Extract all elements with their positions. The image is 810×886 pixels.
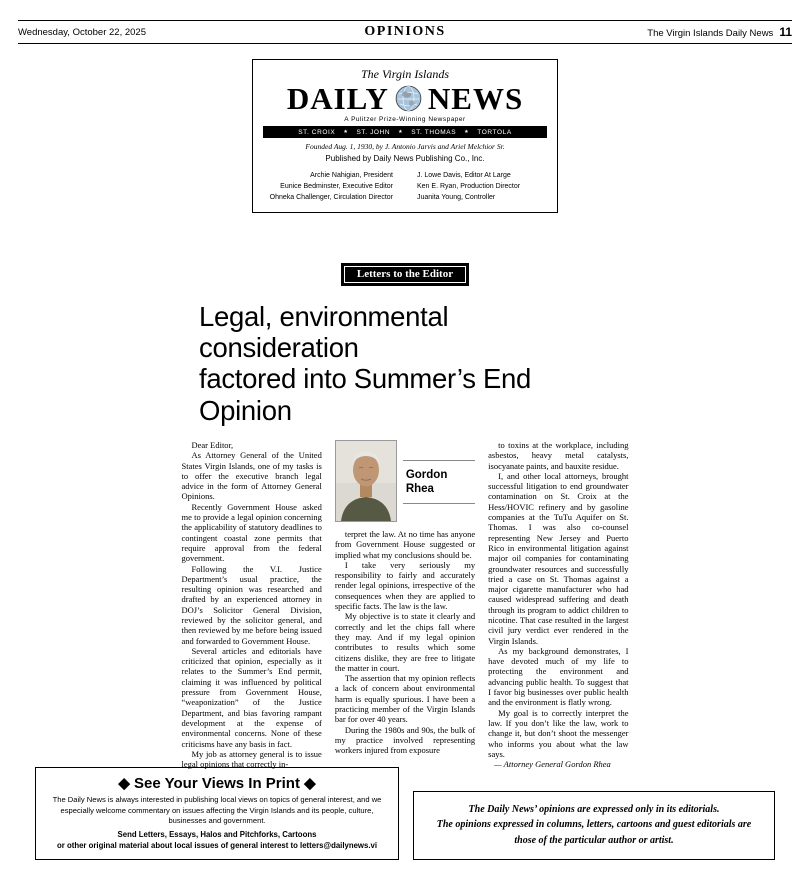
article-paragraph: As my background demonstrates, I have devoted much of my life to protecting the environment and advancing public health. To suggest that I favor big businesses over public health and the environment is flatly wrong. xyxy=(488,645,629,708)
staff-item: Juanita Young, Controller xyxy=(417,194,496,202)
masthead-title-daily: DAILY xyxy=(286,81,389,116)
letters-badge xyxy=(341,263,469,286)
views-bold-block xyxy=(44,830,390,852)
article-paragraph: My job as attorney general is to issue legal opinions that correctly in- xyxy=(181,748,322,770)
globe-icon xyxy=(395,85,422,112)
published-line: Published by Daily News Publishing Co., Inc. xyxy=(325,154,485,163)
paper-name: The Virgin Islands Daily News xyxy=(647,28,774,39)
page-number: 11 xyxy=(779,25,792,39)
masthead-title-news: NEWS xyxy=(427,81,524,116)
page-header xyxy=(18,20,792,44)
article-paragraph: During the 1980s and 90s, the bulk of my practice involved representing workers injured from exposure xyxy=(334,724,476,756)
paper-name-and-page xyxy=(647,25,792,39)
staff-item: Ohneka Challenger, Circulation Director xyxy=(269,194,393,202)
article-paragraph: Several articles and editorials have criticized that opinion, especially as it relates to the Summer’s End permit, claiming it was influenced by political pressure from Government House, “weaponization” of the Justice Department, and bias favoring rampant development at the expense of environmental concerns. None of these criticisms have any basis in fact. xyxy=(181,645,322,749)
staff-item: Archie Nahigian, President xyxy=(310,172,393,179)
disclaimer-box xyxy=(413,791,775,861)
article-column-3 xyxy=(488,440,628,770)
staff-column-right xyxy=(405,170,547,204)
page-date: Wednesday, October 22, 2025 xyxy=(18,26,146,38)
island-name: ★ ST. THOMAS xyxy=(390,129,456,136)
article-paragraph: terpret the law. At no time has anyone from Government House suggested or implied what my conclusions should be. xyxy=(334,528,476,560)
staff-item: Eunice Bedminster, Executive Editor xyxy=(280,183,393,191)
islands-bar xyxy=(263,126,547,138)
article-paragraph: As Attorney General of the United States Virgin Islands, one of my tasks is to offer the executive branch legal advice in the form of Attorney General Opinions. xyxy=(181,450,322,502)
article-paragraph: to toxins at the workplace, including asbestos, heavy metal catalysts, isocyanate paints, and bauxite residue. xyxy=(488,439,629,471)
views-bold-line: or other original material about local issues of general interest to letters@dailynews.vi xyxy=(57,841,377,851)
article-body xyxy=(182,440,629,770)
article-headline xyxy=(199,301,611,426)
disclaimer-line: The Daily News’ opinions are expressed only in its editorials. xyxy=(468,803,720,815)
mugshot-photo xyxy=(335,440,397,522)
island-name: ★ TORTOLA xyxy=(456,129,512,136)
headline-line: Legal, environmental consideration xyxy=(199,300,449,363)
article-paragraph: Recently Government House asked me to provide a legal opinion concerning the applicability of statutory deadlines to contingent coastal zone permits that require approval from the federal government. xyxy=(181,501,322,564)
article-column-1 xyxy=(182,440,322,770)
founded-line: Founded Aug. 1, 1930, by J. Antonio Jarvis and Ariel Melchior Sr. xyxy=(305,142,505,151)
mugshot-caption: Gordon Rhea xyxy=(403,460,475,505)
views-bold-line: Send Letters, Essays, Halos and Pitchforks, Cartoons xyxy=(117,830,317,840)
staff-item: J. Lowe Davis, Editor At Large xyxy=(417,172,511,179)
staff-list xyxy=(263,170,547,204)
article-paragraph: My objective is to state it clearly and correctly and let the chips fall where they may. And if my legal opinion contributes to results which some citizens dislike, they are free to litigate the matter in court. xyxy=(334,611,476,673)
staff-column-left xyxy=(263,170,405,204)
letters-badge-wrap xyxy=(0,263,810,286)
letters-badge-label: Letters to the Editor xyxy=(344,266,466,283)
article-paragraph: I take very seriously my responsibility to fairly and accurately render legal opinions, irrespective of the consequences when they are applied to specific facts. The law is the law. xyxy=(334,559,476,612)
views-body: The Daily News is always interested in publishing local views on topics of general interest, and we especially welcome commentary on issues affecting the Virgin Islands and its people, culture, businesses and government. xyxy=(52,795,382,825)
article-signature: — Attorney General Gordon Rhea xyxy=(494,759,611,770)
masthead-pretitle: The Virgin Islands xyxy=(360,67,449,81)
island-name: ST. CROIX xyxy=(298,128,336,136)
staff-item: Ken E. Ryan, Production Director xyxy=(417,183,521,191)
island-name: ★ ST. JOHN xyxy=(335,129,390,136)
views-box xyxy=(35,767,399,860)
article-paragraph: I, and other local attorneys, brought successful litigation to end groundwater contamination on St. Croix at the Hess/HOVIC refinery and by gasoline companies at the TuTu Aquifer on St. Thomas. I was also co-counsel representing New Jersey and Puerto Rico in environmental litigation against major oil companies for contaminating groundwater resources and successfully tried a case on St. Thomas against a major cigarette manufacturer who had caused widespread suffering and death through its program to addict children to nicotine. That case resulted in the largest civil jury verdict ever rendered in the Virgin Islands. xyxy=(488,470,629,646)
masthead-tagline: A Pulitzer Prize-Winning Newspaper xyxy=(344,116,466,123)
article-column-2 xyxy=(335,440,475,770)
masthead-title xyxy=(263,83,547,114)
page-footer xyxy=(35,767,775,860)
article-paragraph: The assertion that my opinion reflects a lack of concern about environmental harm is equally spurious. I have been a practicing member of the Virgin Islands bar for over 40 years. xyxy=(334,673,476,725)
headline-line: factored into Summer’s End Opinion xyxy=(199,363,532,426)
article-paragraph: My goal is to correctly interpret the law. If you don’t like the law, work to change it, but don’t shoot the messenger who informs you about what the law says. xyxy=(488,707,629,759)
disclaimer-line: The opinions expressed in columns, letters, cartoons and guest editorials are those of the particular author or artist. xyxy=(436,819,752,846)
section-title: OPINIONS xyxy=(364,24,446,39)
article-paragraph: Following the V.I. Justice Department’s usual practice, the resulting opinion was researched and drafted by an experienced attorney in DOJ’s Solicitor General Division, reviewed by the solicitor general, and then reviewed by me before being issued and forwarded to Government House. xyxy=(181,563,322,646)
mugshot-block xyxy=(335,440,475,524)
views-title: ◆ See Your Views In Print ◆ xyxy=(118,775,316,793)
masthead xyxy=(252,59,558,213)
article-paragraph: Dear Editor, xyxy=(191,439,234,450)
